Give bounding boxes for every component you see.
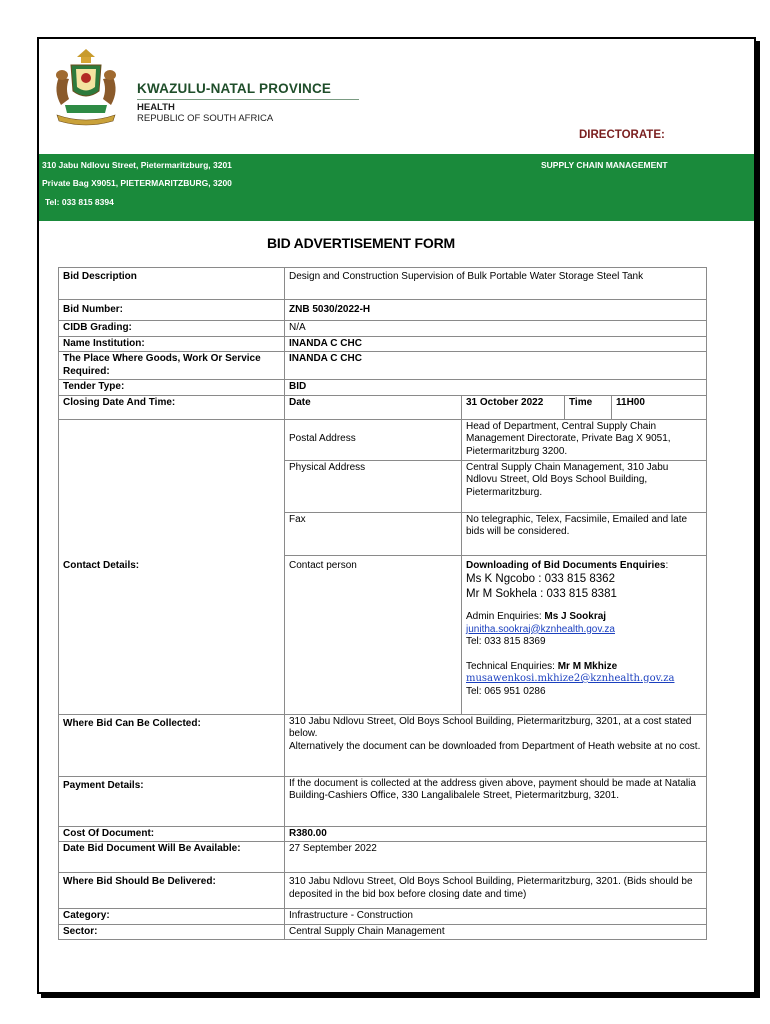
coat-of-arms-icon bbox=[47, 47, 125, 129]
tender-type-label: Tender Type: bbox=[59, 380, 285, 396]
bid-number-value: ZNB 5030/2022-H bbox=[285, 300, 707, 321]
fax-label: Fax bbox=[285, 512, 462, 555]
category-value: Infrastructure - Construction bbox=[285, 909, 707, 925]
sector-value: Central Supply Chain Management bbox=[285, 924, 707, 940]
admin-prefix: Admin Enquiries: bbox=[466, 611, 545, 622]
table-row bbox=[59, 321, 707, 337]
category-label: Category: bbox=[59, 909, 285, 925]
table-row bbox=[59, 776, 707, 826]
institution-label: Name Institution: bbox=[59, 336, 285, 352]
bid-number-label: Bid Number: bbox=[59, 300, 285, 321]
closing-date-label: Date bbox=[285, 395, 462, 419]
collected-label: Where Bid Can Be Collected: bbox=[59, 714, 285, 776]
postal-address: Private Bag X9051, PIETERMARITZBURG, 3200 bbox=[42, 178, 232, 188]
contact-person-value bbox=[462, 555, 707, 714]
payment-label: Payment Details: bbox=[59, 776, 285, 826]
tender-type-value: BID bbox=[285, 380, 707, 396]
table-row bbox=[59, 909, 707, 925]
institution-value: INANDA C CHC bbox=[285, 336, 707, 352]
sector-label: Sector: bbox=[59, 924, 285, 940]
province-name: KWAZULU-NATAL PROVINCE bbox=[137, 81, 332, 96]
table-row bbox=[59, 924, 707, 940]
cidb-value: N/A bbox=[285, 321, 707, 337]
contact-person-label: Contact person bbox=[285, 555, 462, 714]
table-row bbox=[59, 826, 707, 842]
downloading-colon: : bbox=[665, 559, 669, 571]
collected-value bbox=[285, 714, 707, 776]
table-row bbox=[59, 336, 707, 352]
table-row bbox=[59, 714, 707, 776]
admin-name: Ms J Sookraj bbox=[544, 611, 607, 622]
table-row bbox=[59, 352, 707, 380]
contact-details-label: Contact Details: bbox=[59, 419, 285, 714]
fax-value: No telegraphic, Telex, Facsimile, Emailed and late bids will be considered. bbox=[462, 512, 707, 555]
place-value: INANDA C CHC bbox=[285, 352, 707, 380]
tech-tel: Tel: 065 951 0286 bbox=[466, 685, 546, 697]
table-row bbox=[59, 268, 707, 300]
bid-description-label: Bid Description bbox=[59, 268, 285, 300]
table-row bbox=[59, 419, 707, 460]
bid-description-value: Design and Construction Supervision of Bulk Portable Water Storage Steel Tank bbox=[285, 268, 707, 300]
street-address: 310 Jabu Ndlovu Street, Pietermaritzburg, 3201 bbox=[42, 160, 232, 170]
collected-value-1: 310 Jabu Ndlovu Street, Old Boys School Building, Pietermaritzburg, 3201, at a cost stated below. bbox=[289, 715, 692, 739]
available-value: 27 September 2022 bbox=[285, 842, 707, 873]
table-row bbox=[59, 842, 707, 873]
tech-email-link[interactable]: musawenkosi.mkhize2@kznhealth.gov.za bbox=[466, 673, 675, 684]
admin-email-link[interactable]: junitha.sookraj@kznhealth.gov.za bbox=[466, 623, 615, 635]
directorate-name: SUPPLY CHAIN MANAGEMENT bbox=[541, 160, 668, 170]
postal-address-value: Head of Department, Central Supply Chain Management Directorate, Private Bag X 9051, Pietermaritzburg 3200. bbox=[462, 419, 707, 460]
delivered-value: 310 Jabu Ndlovu Street, Old Boys School Building, Pietermaritzburg, 3201. (Bids should be deposited in the bid box before closing date and time) bbox=[285, 873, 707, 909]
postal-address-label: Postal Address bbox=[285, 419, 462, 460]
place-label: The Place Where Goods, Work Or Service Required: bbox=[59, 352, 285, 380]
form-title: BID ADVERTISEMENT FORM bbox=[267, 235, 455, 251]
collected-value-2: Alternatively the document can be downloaded from Department of Heath website at no cost. bbox=[289, 740, 701, 752]
brand-divider bbox=[137, 99, 359, 100]
available-label: Date Bid Document Will Be Available: bbox=[59, 842, 285, 873]
tech-name: Mr M Mkhize bbox=[557, 660, 618, 672]
directorate-label: DIRECTORATE: bbox=[579, 129, 665, 141]
table-row bbox=[59, 873, 707, 909]
table-row bbox=[59, 300, 707, 321]
cost-label: Cost Of Document: bbox=[59, 826, 285, 842]
contact-ngcobo: Ms K Ngcobo : 033 815 8362 bbox=[466, 573, 615, 585]
address-band bbox=[39, 154, 756, 221]
bid-table bbox=[58, 267, 707, 940]
tech-prefix: Technical Enquiries: bbox=[466, 660, 558, 672]
document-page bbox=[37, 37, 756, 994]
country-name: REPUBLIC OF SOUTH AFRICA bbox=[137, 113, 274, 124]
closing-time-label: Time bbox=[565, 395, 612, 419]
physical-address-value: Central Supply Chain Management, 310 Jabu Ndlovu Street, Old Boys School Building, Pietermaritzburg. bbox=[462, 460, 707, 512]
cost-value: R380.00 bbox=[285, 826, 707, 842]
cidb-label: CIDB Grading: bbox=[59, 321, 285, 337]
downloading-title: Downloading of Bid Documents Enquiries bbox=[466, 559, 666, 571]
closing-date-value: 31 October 2022 bbox=[462, 395, 565, 419]
telephone: Tel: 033 815 8394 bbox=[45, 197, 114, 207]
contact-sokhela: Mr M Sokhela : 033 815 8381 bbox=[466, 587, 617, 600]
physical-address-label: Physical Address bbox=[285, 460, 462, 512]
admin-tel: Tel: 033 815 8369 bbox=[466, 636, 546, 647]
table-row bbox=[59, 395, 707, 419]
payment-value: If the document is collected at the address given above, payment should be made at Natalia Building-Cashiers Office, 330 Langalibalele Street, Pietermaritzburg, 3201. bbox=[285, 776, 707, 826]
table-row bbox=[59, 380, 707, 396]
closing-time-value: 11H00 bbox=[612, 395, 707, 419]
closing-label: Closing Date And Time: bbox=[59, 395, 285, 419]
delivered-label: Where Bid Should Be Delivered: bbox=[59, 873, 285, 909]
department-name: HEALTH bbox=[137, 102, 175, 113]
